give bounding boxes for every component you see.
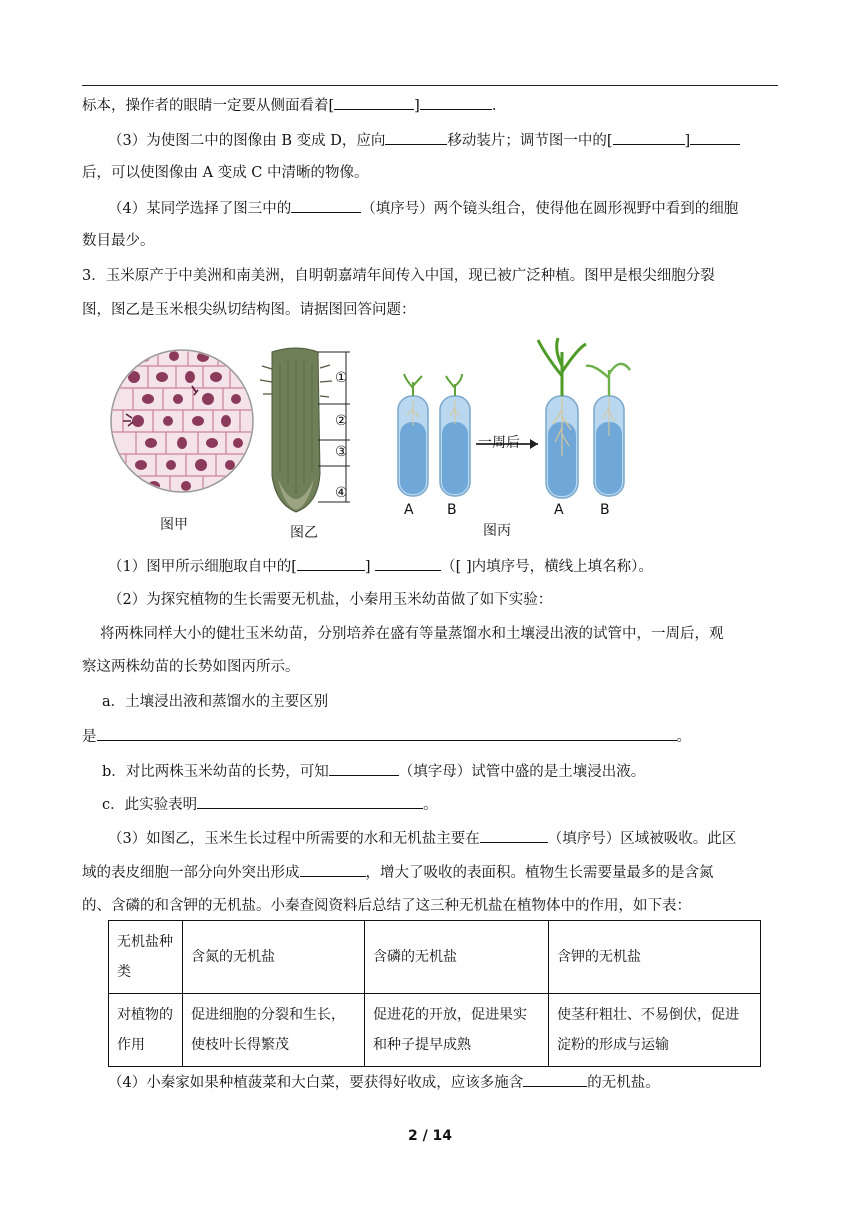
- text-line: 的、含磷的和含钾的无机盐。小秦查阅资料后总结了这三种无机盐在植物体中的作用，如下表：: [82, 898, 691, 914]
- table-cell: 促进细胞的分裂和生长，使枝叶长得繁茂: [183, 994, 365, 1067]
- answer-blank: [329, 761, 399, 776]
- answer-blank: [385, 130, 447, 145]
- arrow-label: 一周后: [478, 435, 520, 451]
- text-line: c．此实验表明 。: [82, 794, 802, 815]
- text-line: （4）小秦家如果种植菠菜和大白菜，要获得好收成，应该多施含 的无机盐。: [82, 1072, 808, 1093]
- text-line: 标本，操作者的眼睛一定要从侧面看着[ ] .: [82, 95, 782, 116]
- text-line: a．土壤浸出液和蒸馏水的主要区别: [102, 694, 329, 710]
- answer-blank: [523, 1072, 587, 1087]
- table-row: [109, 994, 761, 1067]
- figure-jia-cells: [108, 346, 256, 496]
- table-cell: 对植物的作用: [109, 994, 183, 1067]
- table-cell: 含氮的无机盐: [183, 921, 365, 994]
- answer-blank: [97, 726, 677, 741]
- tube-label-a: A: [404, 502, 414, 518]
- answer-blank: [690, 130, 740, 145]
- zone-2-label: ②: [335, 413, 348, 429]
- tube-b-after: [586, 364, 630, 496]
- table-cell: 使茎秆粗壮、不易倒伏，促进淀粉的形成与运输: [549, 994, 761, 1067]
- text-line: （3）如图乙，玉米生长过程中所需要的水和无机盐主要在 （填序号）区域被吸收。此区: [82, 828, 808, 849]
- caption-jia: 图甲: [160, 517, 188, 533]
- zone-4-label: ④: [335, 485, 348, 501]
- question-3-stem: 3．玉米原产于中美洲和南美洲，自明朝嘉靖年间传入中国，现已被广泛种植。图甲是根尖细胞分裂: [82, 268, 715, 284]
- text-line: b．对比两株玉米幼苗的长势，可知 （填字母）试管中盛的是土壤浸出液。: [82, 761, 802, 782]
- text-line: （2）为探究植物的生长需要无机盐，小秦用玉米幼苗做了如下实验：: [108, 592, 553, 608]
- caption-bing: 图丙: [483, 523, 511, 539]
- answer-blank: [334, 95, 414, 110]
- text-line: 是 。: [82, 726, 782, 747]
- page-number: 2 / 14: [407, 1128, 453, 1144]
- text-line: （3）为使图二中的图像由 B 变成 D，应向 移动装片；调节图一中的[ ]: [82, 130, 808, 151]
- answer-blank: [375, 556, 441, 571]
- zone-1-label: ①: [335, 370, 348, 386]
- zone-3-label: ③: [335, 444, 348, 460]
- table-cell: 促进花的开放，促进果实和种子提早成熟: [365, 994, 549, 1067]
- text-line: （1）图甲所示细胞取自中的[ ] （[ ]内填序号，横线上填名称）。: [82, 556, 808, 577]
- tube-b-before: [440, 374, 470, 496]
- nutrient-table: [108, 920, 761, 1067]
- question-3-stem: 图，图乙是玉米根尖纵切结构图。请据图回答问题：: [82, 302, 416, 318]
- figure-bing-tubes: [388, 336, 648, 506]
- table-cell: 含磷的无机盐: [365, 921, 549, 994]
- tube-label-b: B: [600, 502, 610, 518]
- table-cell: 无机盐种类: [109, 921, 183, 994]
- answer-blank: [613, 130, 685, 145]
- text-line: 后，可以使图像由 A 变成 C 中清晰的物像。: [82, 165, 369, 181]
- text-line: 数目最少。: [82, 233, 155, 249]
- answer-blank: [291, 198, 361, 213]
- answer-blank: [480, 828, 548, 843]
- tube-label-b: B: [447, 502, 457, 518]
- text-line: 将两株同样大小的健壮玉米幼苗，分别培养在盛有等量蒸馏水和土壤浸出液的试管中，一周后，观: [100, 626, 724, 642]
- answer-blank: [197, 794, 423, 809]
- tube-a-before: [398, 374, 428, 496]
- top-rule: [82, 85, 778, 86]
- caption-yi: 图乙: [290, 525, 318, 541]
- tube-label-a: A: [554, 502, 564, 518]
- table-cell: 含钾的无机盐: [549, 921, 761, 994]
- answer-blank: [420, 95, 492, 110]
- answer-blank: [297, 556, 365, 571]
- answer-blank: [300, 862, 366, 877]
- text-line: （4）某同学选择了图三中的 （填序号）两个镜头组合，使得他在圆形视野中看到的细胞: [82, 198, 808, 219]
- text-line: 域的表皮细胞一部分向外突出形成 ，增大了吸收的表面积。植物生长需要量最多的是含氮: [82, 862, 782, 883]
- table-row: [109, 921, 761, 994]
- text-line: 察这两株幼苗的长势如图丙所示。: [82, 659, 300, 675]
- tube-a-after: [538, 338, 586, 498]
